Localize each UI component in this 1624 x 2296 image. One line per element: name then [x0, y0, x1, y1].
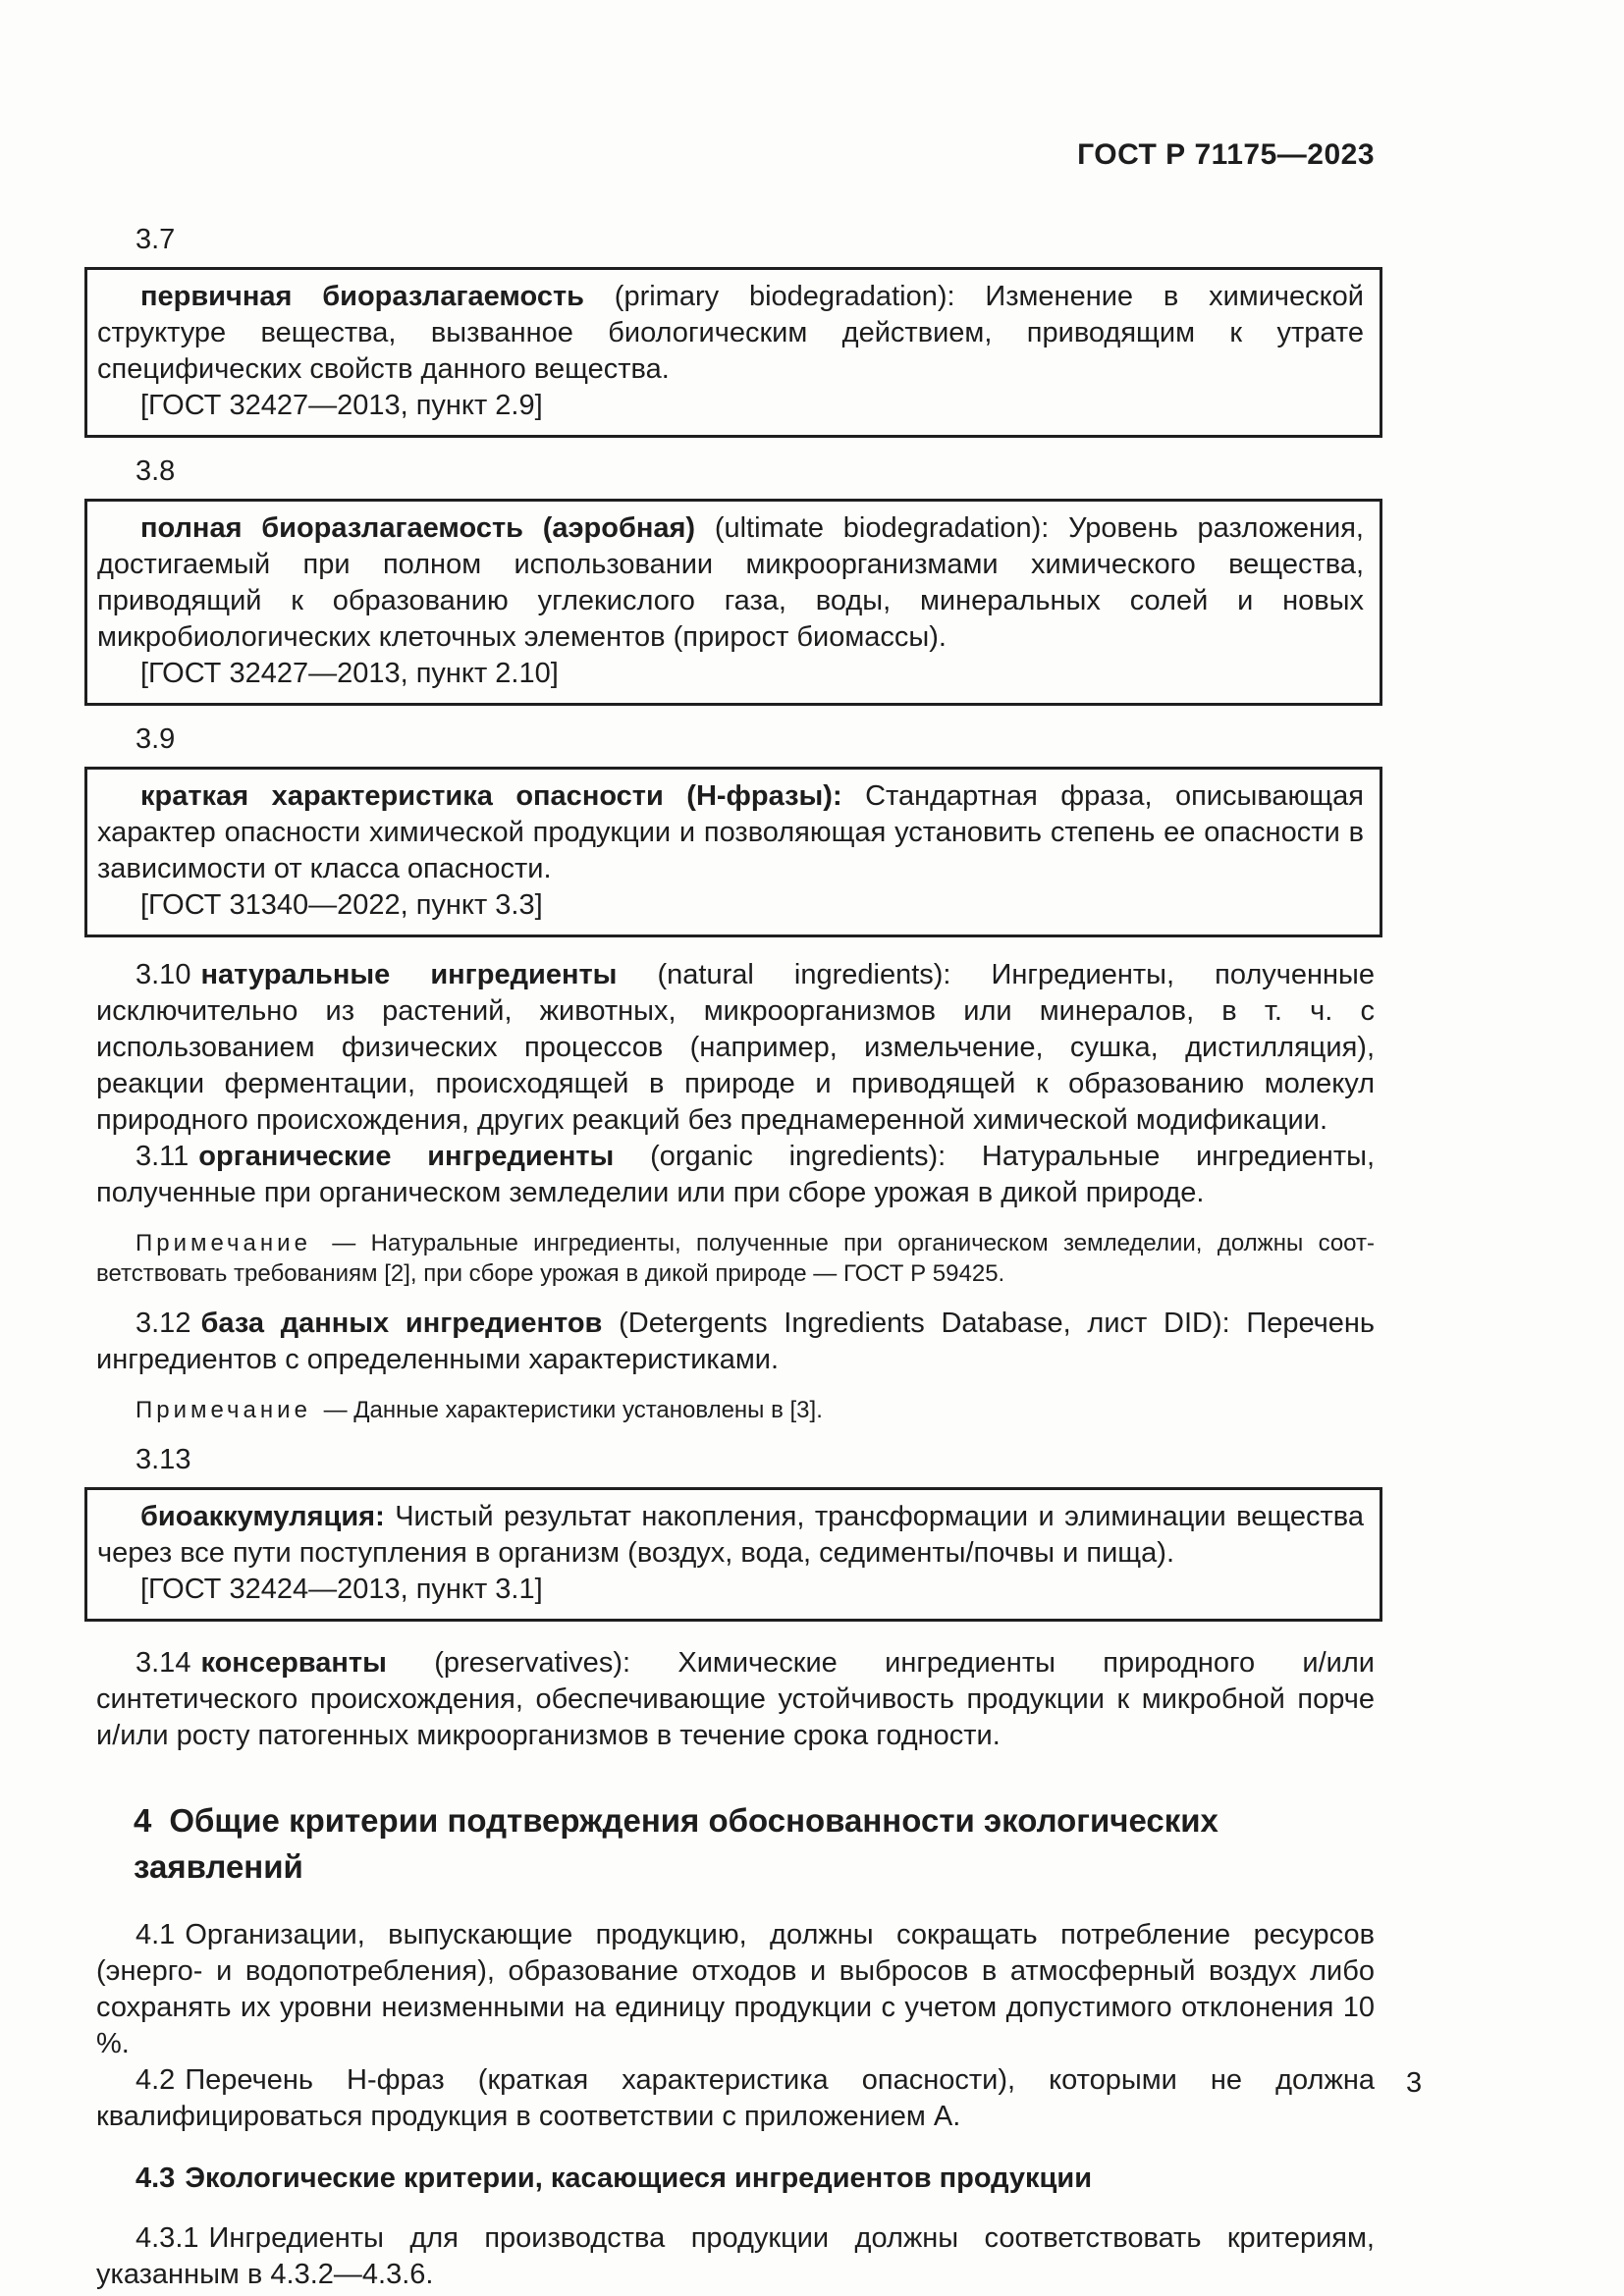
clause-body-4-2: Перечень Н-фраз (краткая характеристика опасности), которыми не должна квалифицироваться продукция в соответствии с приложением А. [96, 2064, 1375, 2132]
page-number: 3 [1406, 2067, 1423, 2099]
clause-body-3-10: (natural ingredients): Ингредиенты, полученные исключительно из растений, животных, микроорганизмов или минералов, в т. ч. с использованием физических процессов (например, измельчение, сушка, дистилляция), реакции ферментации, происходящей в природе и приводящей к образованию молекул природного происхождения, других реакций без преднамеренной химической модификации. [96, 959, 1375, 1136]
clause-number-3-10: 3.10 [135, 959, 191, 990]
term-body-3-7: (primary biodegradation): Изменение в химической структуре вещества, вызванное биологическим действием, приводящим к утрате специфических свойств данного вещества. [97, 281, 1364, 385]
page-content [96, 137, 1375, 2293]
term-number-3-7: 3.7 [135, 224, 176, 255]
clause-4-3-heading [96, 2161, 1375, 2197]
note-body-3-11: — Натуральные ингредиенты, полученные при органическом земледелии, должны соответствовать требованиям [2], при сборе урожая в дикой природе — ГОСТ Р 59425. [96, 1230, 1375, 1287]
term-number-3-8: 3.8 [135, 455, 176, 487]
term-definition-3-13 [97, 1499, 1364, 1572]
term-title-3-10: натуральные ингредиенты [200, 959, 618, 990]
clause-4-2 [96, 2062, 1375, 2135]
term-body-3-8: (ultimate biodegradation): Уровень разложения, достигаемый при полном использовании микроорганизмами химического вещества, приводящий к образованию углекислого газа, воды, минеральных солей и новых микробиологических клеточных элементов (прирост биомассы). [97, 512, 1364, 653]
note-body-3-12: — Данные характеристики установлены в [3]. [316, 1397, 823, 1423]
clause-number-4-3: 4.3 [135, 2163, 176, 2194]
clause-body-4-1: Организации, выпускающие продукцию, должны сокращать потребление ресурсов (энерго- и водопотребления), образование отходов и выбросов в атмосферный воздух либо сохранять их уровни неизменными на единицу продукции с учетом допустимого отклонения 10 %. [96, 1919, 1375, 2059]
note-3-11 [96, 1228, 1375, 1289]
term-body-3-13: Чистый результат накопления, трансформации и элиминации вещества через все пути поступления в организм (воздух, вода, седименты/почвы и пища). [97, 1501, 1364, 1569]
section-4-heading [96, 1797, 1375, 1890]
clause-3-11 [96, 1139, 1375, 1211]
term-definition-3-8 [97, 510, 1364, 656]
clause-number-4-1: 4.1 [135, 1919, 176, 1950]
term-reference-3-13: [ГОСТ 32424—2013, пункт 3.1] [140, 1574, 543, 1605]
term-box-3-13 [84, 1487, 1382, 1622]
term-box-3-9 [84, 767, 1382, 937]
term-definition-3-9 [97, 778, 1364, 887]
clause-body-3-11: (organic ingredients): Натуральные ингредиенты, полученные при органическом земледелии или при сборе урожая в дикой природе. [96, 1141, 1375, 1208]
clause-number-4-3-1: 4.3.1 [135, 2222, 199, 2254]
note-3-12 [96, 1395, 1375, 1425]
section-4-title: Общие критерии подтверждения обоснованности экологических заявлений [134, 1802, 1218, 1885]
clause-number-3-12: 3.12 [135, 1308, 191, 1339]
term-number-3-13: 3.13 [135, 1444, 191, 1475]
term-body-3-9: Стандартная фраза, описывающая характер опасности химической продукции и позволяющая установить степень ее опасности в зависимости от класса опасности. [97, 780, 1364, 884]
term-reference-3-7: [ГОСТ 32427—2013, пункт 2.9] [140, 390, 543, 421]
clause-3-12 [96, 1306, 1375, 1378]
clause-title-4-3: Экологические критерии, касающиеся ингредиентов продукции [185, 2163, 1093, 2194]
clause-number-4-2: 4.2 [135, 2064, 176, 2096]
term-title-3-11: органические ингредиенты [198, 1141, 615, 1172]
section-4-number: 4 [134, 1802, 152, 1839]
clause-4-1 [96, 1917, 1375, 2062]
document-code: ГОСТ Р 71175—2023 [1077, 138, 1375, 171]
term-title-3-7: первичная биоразлагаемость [140, 281, 584, 312]
clause-body-3-12: (Detergents Ingredients Database, лист DID): Перечень ингредиентов с определенными характеристиками. [96, 1308, 1375, 1375]
term-title-3-14: консерванты [200, 1647, 387, 1679]
clause-4-3-1 [96, 2220, 1375, 2293]
term-box-3-8 [84, 499, 1382, 706]
term-definition-3-7 [97, 279, 1364, 388]
clause-number-3-11: 3.11 [135, 1141, 189, 1172]
note-label-3-12: Примечание [135, 1397, 311, 1423]
term-title-3-12: база данных ингредиентов [200, 1308, 603, 1339]
term-title-3-13: биоаккумуляция: [140, 1501, 385, 1532]
clause-body-4-3-1: Ингредиенты для производства продукции должны соответствовать критериям, указанным в 4.3.2—4.3.6. [96, 2222, 1375, 2290]
term-title-3-8: полная биоразлагаемость (аэробная) [140, 512, 696, 544]
clause-body-3-14: (preservatives): Химические ингредиенты природного и/или синтетического происхождения, обеспечивающие устойчивость продукции к микробной порче и/или росту патогенных микроорганизмов в течение срока годности. [96, 1647, 1375, 1751]
clause-3-14 [96, 1645, 1375, 1754]
term-number-3-9: 3.9 [135, 723, 176, 755]
clause-number-3-14: 3.14 [135, 1647, 191, 1679]
term-title-3-9: краткая характеристика опасности (Н-фразы): [140, 780, 842, 812]
note-label-3-11: Примечание [135, 1230, 311, 1256]
term-reference-3-9: [ГОСТ 31340—2022, пункт 3.3] [140, 889, 543, 921]
clause-3-10 [96, 957, 1375, 1139]
term-reference-3-8: [ГОСТ 32427—2013, пункт 2.10] [140, 658, 559, 689]
term-box-3-7 [84, 267, 1382, 438]
